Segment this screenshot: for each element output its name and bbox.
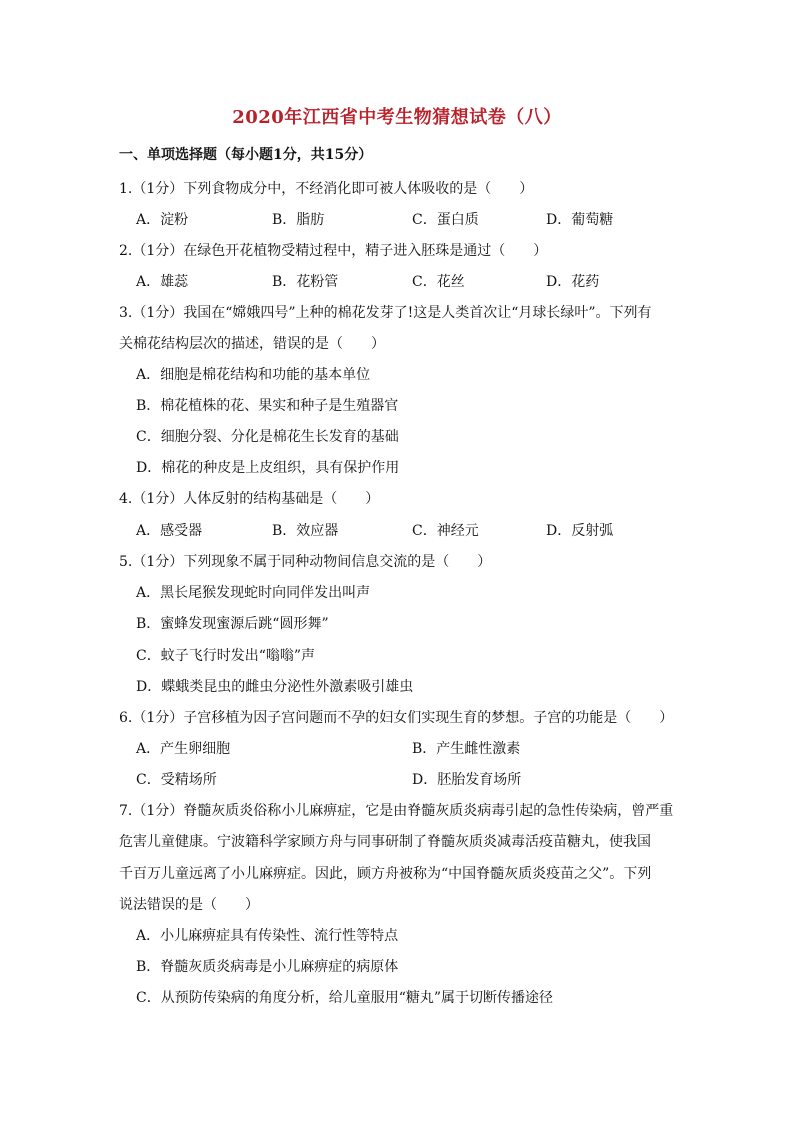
question-stem: 1.（1分）下列食物成分中，不经消化即可被人体吸收的是（ ）	[119, 181, 534, 197]
option-d: D．葡萄糖	[546, 212, 614, 228]
option-a: A．雄蕊	[136, 274, 189, 290]
section-heading: 一、单项选择题（每小题1分，共15分）	[119, 147, 373, 163]
question-stem: 7.（1分）脊髓灰质炎俗称小儿麻痹症，它是由脊髓灰质炎病毒引起的急性传染病，曾严重	[119, 803, 674, 819]
option-a: A．感受器	[136, 523, 203, 539]
option-c: C．从预防传染病的角度分析，给儿童服用“糖丸”属于切断传播途径	[136, 990, 554, 1006]
question-stem: 2.（1分）在绿色开花植物受精过程中，精子进入胚珠是通过（ ）	[119, 243, 548, 259]
question-stem: 3.（1分）我国在“嫦娥四号”上种的棉花发芽了!这是人类首次让“月球长绿叶”。下列有	[119, 305, 652, 321]
option-d: D．棉花的种皮是上皮组织，具有保护作用	[136, 460, 400, 476]
option-a: A．黑长尾猴发现蛇时向同伴发出叫声	[136, 585, 371, 601]
option-c: C．花丝	[412, 274, 465, 290]
option-b: B．蜜蜂发现蜜源后跳“圆形舞”	[136, 616, 329, 632]
option-a: A．淀粉	[136, 212, 189, 228]
option-c: C．蚊子飞行时发出“嗡嗡”声	[136, 648, 316, 664]
question-stem: 4.（1分）人体反射的结构基础是（ ）	[119, 491, 380, 507]
option-b: B．棉花植株的花、果实和种子是生殖器官	[136, 398, 399, 414]
option-b: B．产生雌性激素	[412, 741, 521, 757]
option-b: B．效应器	[272, 523, 339, 539]
question-stem: 5.（1分）下列现象不属于同种动物间信息交流的是（ ）	[119, 554, 492, 570]
question-stem: 6.（1分）子宫移植为因子宫问题而不孕的妇女们实现生育的梦想。子宫的功能是（ ）	[119, 710, 674, 726]
option-c: C．神经元	[412, 523, 479, 539]
option-a: A．产生卵细胞	[136, 741, 231, 757]
option-c: C．受精场所	[136, 772, 217, 788]
question-stem-cont: 千百万儿童远离了小儿麻痹症。因此，顾方舟被称为“中国脊髓灰质炎疫苗之父”。下列	[119, 866, 652, 882]
option-a: A．小儿麻痹症具有传染性、流行性等特点	[136, 928, 399, 944]
option-b: B．脂肪	[272, 212, 325, 228]
option-b: B．脊髓灰质炎病毒是小儿麻痹症的病原体	[136, 959, 399, 975]
option-b: B．花粉管	[272, 274, 339, 290]
question-stem-cont: 关棉花结构层次的描述，错误的是（ ）	[119, 336, 385, 352]
question-stem-cont: 危害儿童健康。宁波籍科学家顾方舟与同事研制了脊髓灰质炎减毒活疫苗糖丸，使我国	[119, 834, 651, 850]
page-title: 2020年江西省中考生物猜想试卷（八）	[232, 107, 562, 128]
option-c: C．蛋白质	[412, 212, 479, 228]
option-d: D．胚胎发育场所	[412, 772, 522, 788]
option-c: C．细胞分裂、分化是棉花生长发育的基础	[136, 429, 399, 445]
option-d: D．反射弧	[546, 523, 614, 539]
option-d: D．蝶蛾类昆虫的雌虫分泌性外激素吸引雄虫	[136, 679, 414, 695]
option-a: A．细胞是棉花结构和功能的基本单位	[136, 367, 371, 383]
option-d: D．花药	[546, 274, 600, 290]
question-stem-cont: 说法错误的是（ ）	[119, 897, 259, 913]
